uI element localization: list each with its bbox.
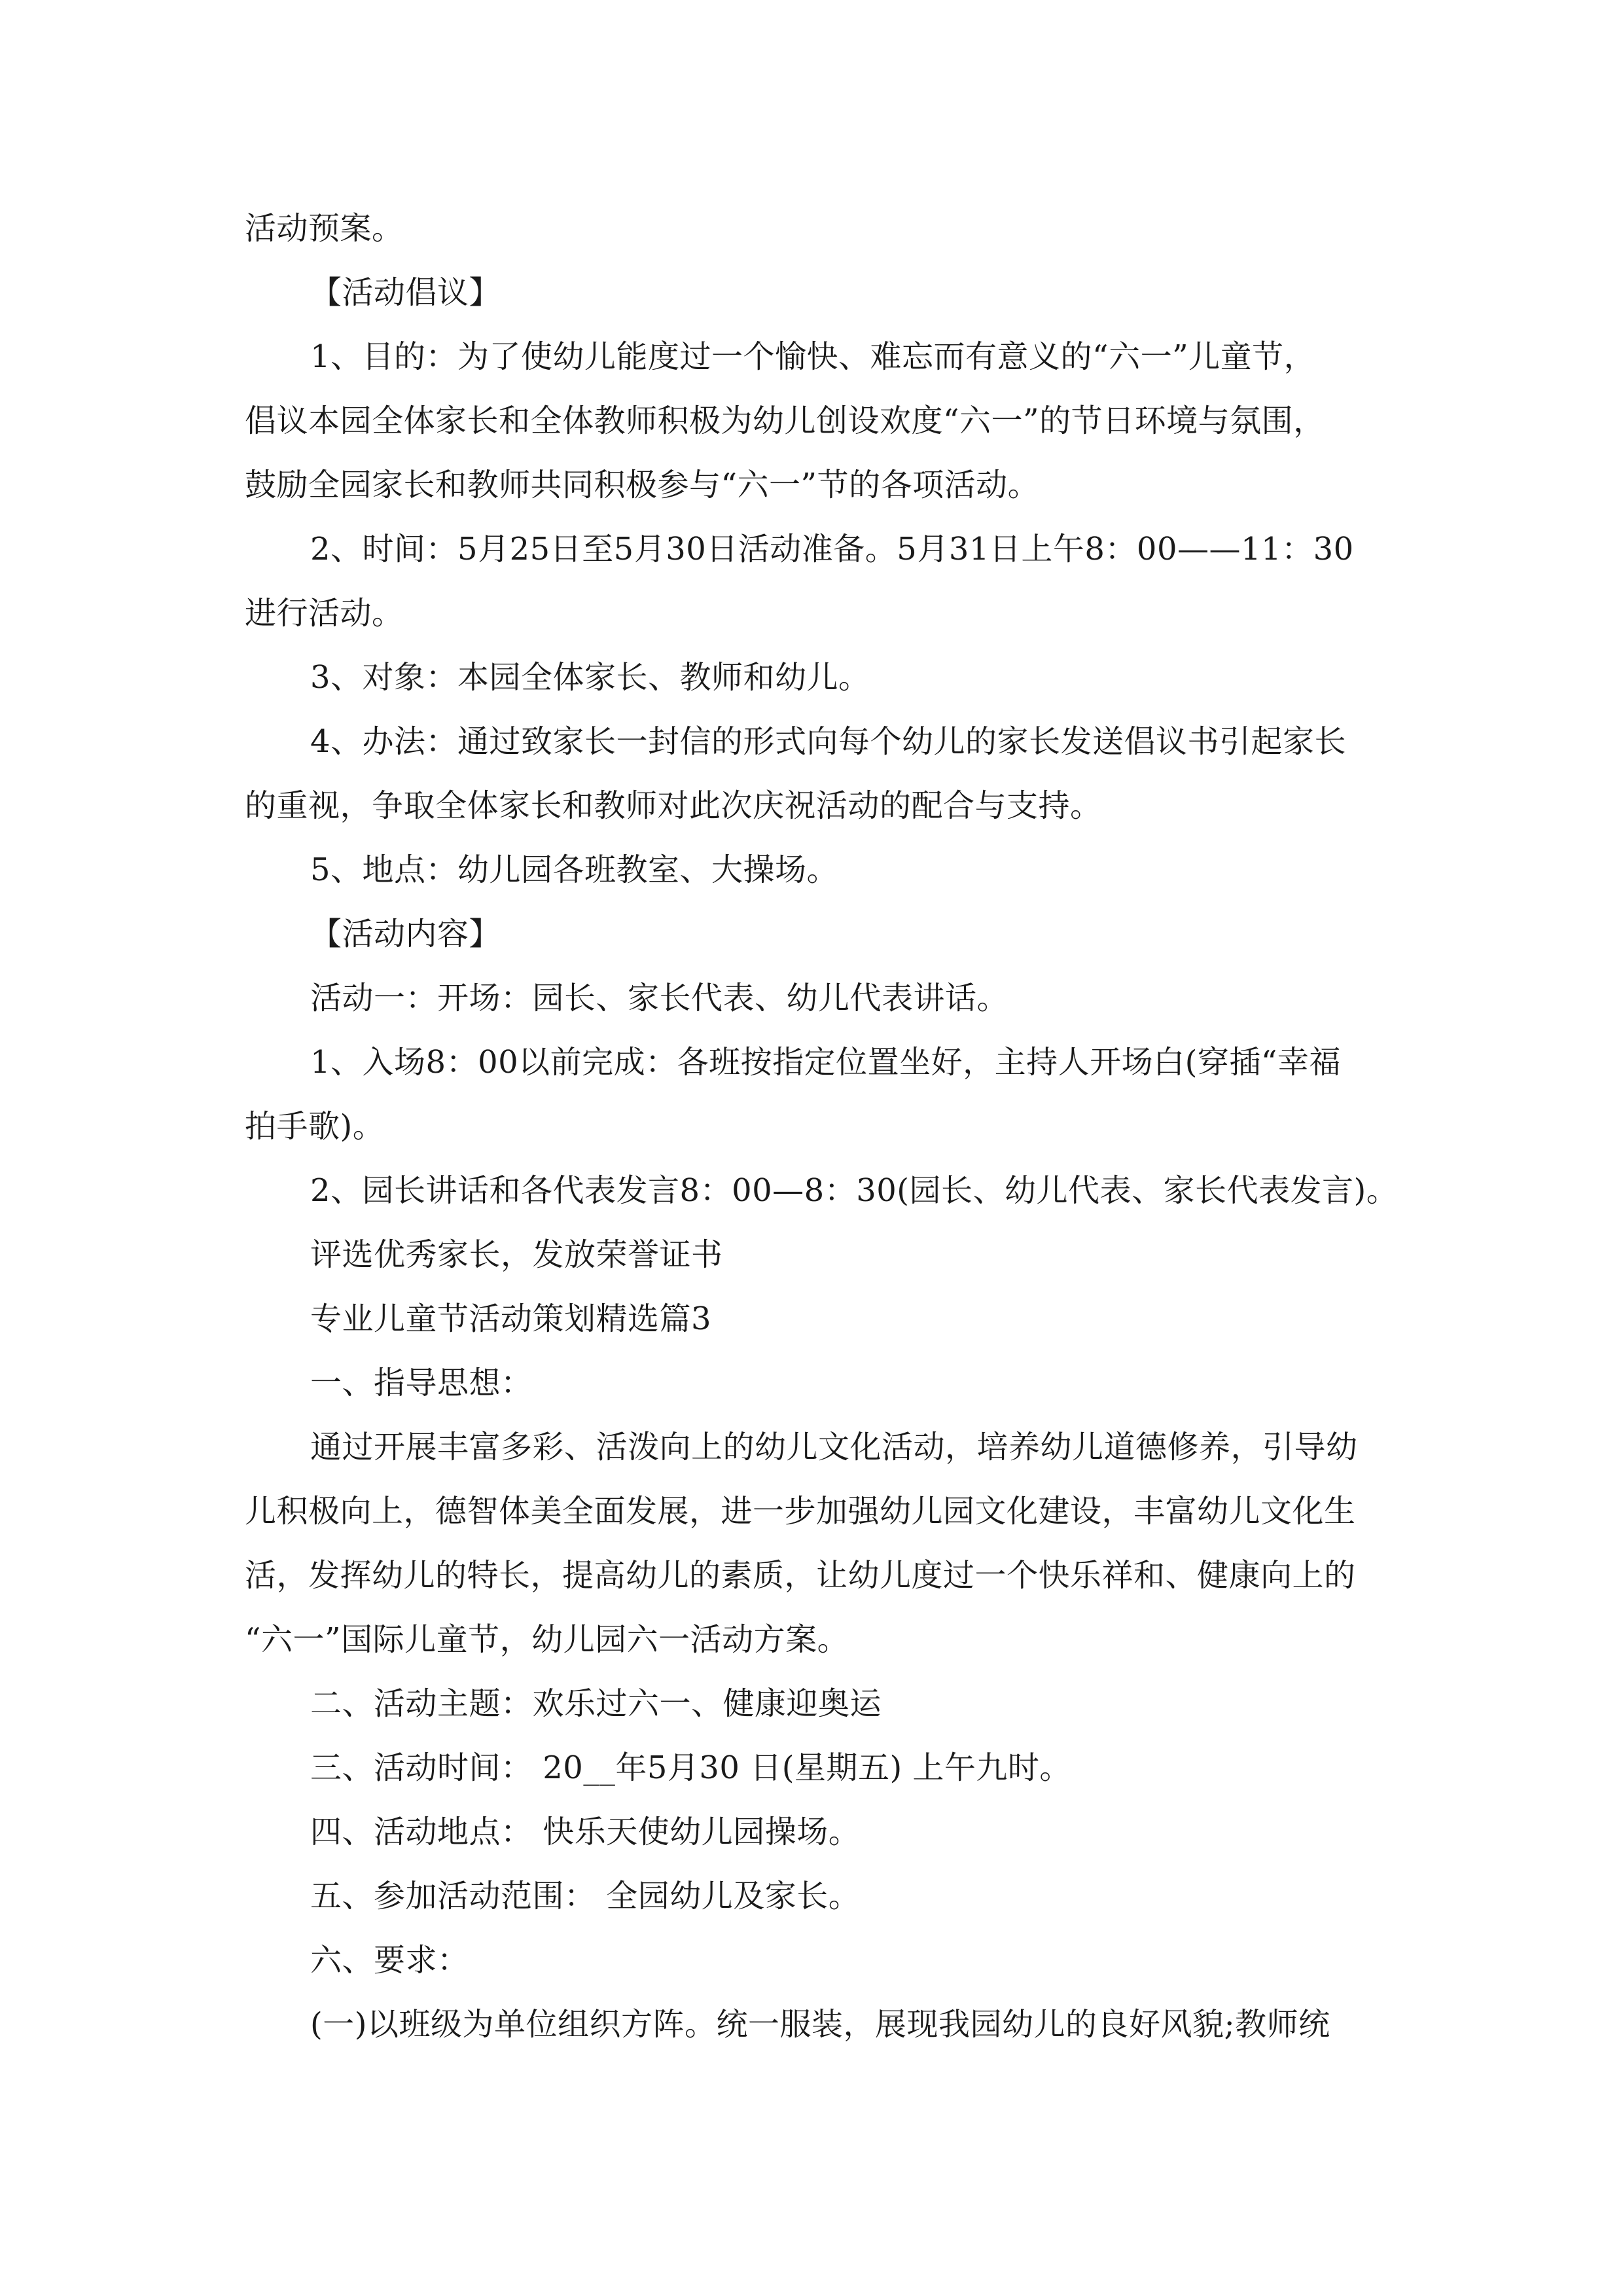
text-line: 4、办法：通过致家长一封信的形式向每个幼儿的家长发送倡议书引起家长	[310, 723, 1347, 760]
text-line: 一、指导思想：	[310, 1365, 533, 1401]
text-line: 活，发挥幼儿的特长，提高幼儿的素质，让幼儿度过一个快乐祥和、健康向上的	[245, 1557, 1356, 1594]
text-line: 倡议本园全体家长和全体教师积极为幼儿创设欢度“六一”的节日环境与氛围，	[245, 403, 1325, 439]
text-line: 拍手歌)。	[245, 1108, 385, 1145]
text-line: 专业儿童节活动策划精选篇3	[310, 1300, 712, 1337]
text-line: 【活动倡议】	[310, 274, 501, 311]
text-line: 1、目的：为了使幼儿能度过一个愉快、难忘而有意义的“六一”儿童节，	[310, 338, 1316, 375]
text-line: 五、参加活动范围： 全园幼儿及家长。	[310, 1878, 861, 1914]
text-line: 三、活动时间： 20__年5月30 日(星期五) 上午九时。	[310, 1749, 1071, 1786]
text-line: 四、活动地点： 快乐天使幼儿园操场。	[310, 1814, 861, 1850]
text-line: 进行活动。	[245, 595, 404, 632]
text-line: 2、时间：5月25日至5月30日活动准备。5月31日上午8：00——11：30	[310, 531, 1354, 567]
text-line: 六、要求：	[310, 1942, 469, 1979]
text-line: 评选优秀家长，发放荣誉证书	[310, 1236, 723, 1273]
text-line: 5、地点：幼儿园各班教室、大操场。	[310, 852, 839, 888]
text-line: 【活动内容】	[310, 916, 501, 952]
text-line: 1、入场8：00以前完成：各班按指定位置坐好，主持人开场白(穿插“幸福	[310, 1044, 1341, 1081]
text-line: 2、园长讲话和各代表发言8：00—8：30(园长、幼儿代表、家长代表发言)。	[310, 1172, 1399, 1209]
text-line: 3、对象：本园全体家长、教师和幼儿。	[310, 659, 870, 696]
text-line: “六一”国际儿童节，幼儿园六一活动方案。	[245, 1621, 849, 1658]
text-line: 鼓励全园家长和教师共同积极参与“六一”节的各项活动。	[245, 467, 1040, 503]
text-line: 二、活动主题：欢乐过六一、健康迎奥运	[310, 1685, 882, 1722]
text-line: 的重视，争取全体家长和教师对此次庆祝活动的配合与支持。	[245, 787, 1102, 824]
text-line: 通过开展丰富多彩、活泼向上的幼儿文化活动，培养幼儿道德修养，引导幼	[310, 1429, 1358, 1465]
text-line: 活动预案。	[245, 210, 404, 247]
text-line: 活动一：开场：园长、家长代表、幼儿代表讲话。	[310, 980, 1009, 1016]
text-line: (一)以班级为单位组织方阵。统一服装，展现我园幼儿的良好风貌;教师统	[310, 2006, 1330, 2043]
document-body	[245, 196, 1399, 2056]
text-line: 儿积极向上，德智体美全面发展，进一步加强幼儿园文化建设，丰富幼儿文化生	[245, 1493, 1356, 1530]
